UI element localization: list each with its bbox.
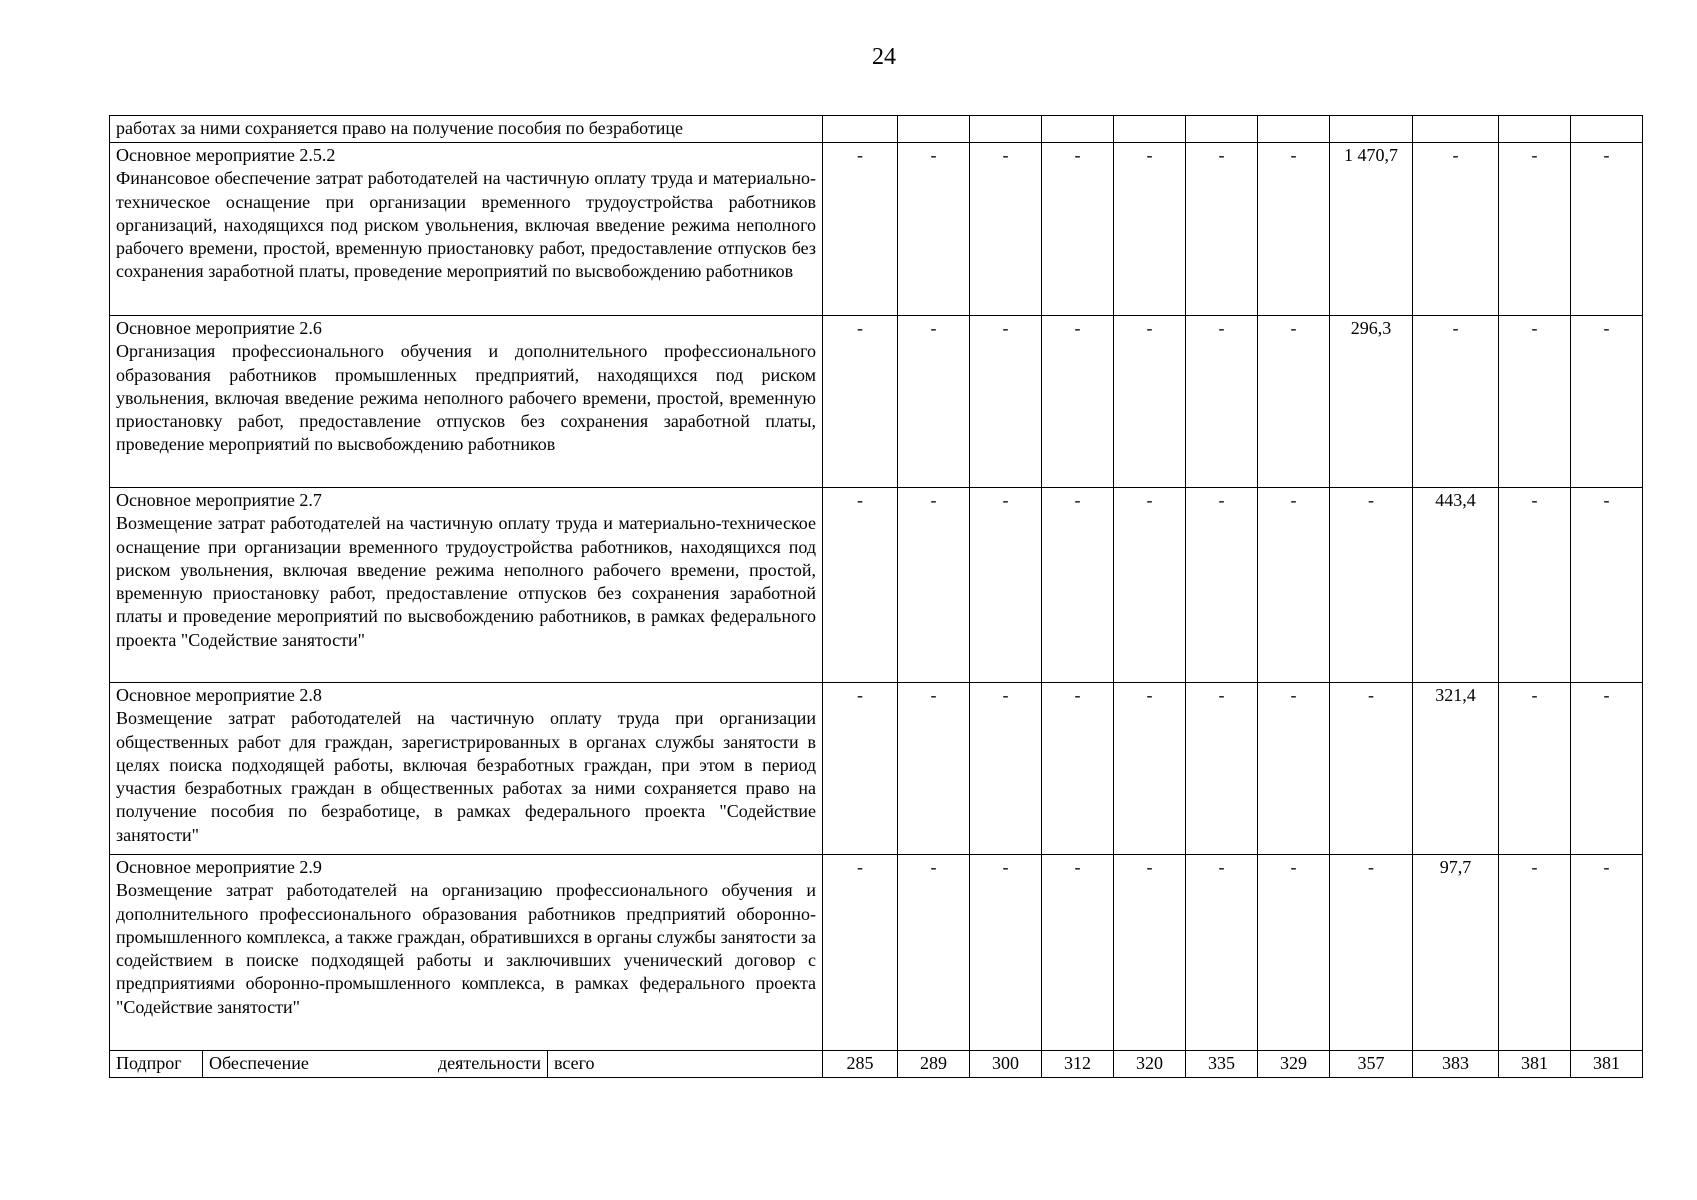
activity-title: Основное мероприятие 2.7 — [116, 490, 322, 510]
value-cell: - — [1114, 683, 1186, 855]
value-cell: - — [1499, 316, 1571, 488]
activity-description-cell — [110, 143, 823, 316]
value-cell — [1114, 116, 1186, 143]
table-row — [110, 855, 1643, 1051]
value-cell: - — [1186, 143, 1258, 316]
value-cell: - — [1571, 683, 1643, 855]
value-cell — [1330, 116, 1413, 143]
activity-text: работах за ними сохраняется право на получение пособия по безработице — [116, 118, 683, 138]
value-cell: - — [1042, 488, 1114, 683]
total-value-cell: 312 — [1042, 1051, 1114, 1078]
total-value-cell: 335 — [1186, 1051, 1258, 1078]
value-cell: - — [1114, 316, 1186, 488]
value-cell: - — [1330, 855, 1413, 1051]
value-cell: 443,4 — [1413, 488, 1499, 683]
value-cell — [898, 116, 970, 143]
value-cell: - — [970, 143, 1042, 316]
value-cell: - — [823, 683, 898, 855]
value-cell — [970, 116, 1042, 143]
value-cell: - — [1114, 143, 1186, 316]
total-value-cell: 357 — [1330, 1051, 1413, 1078]
value-cell: 321,4 — [1413, 683, 1499, 855]
activity-text: Финансовое обеспечение затрат работодателей на частичную оплату труда и материально-техническое оснащение при организации временного трудоустройства работников организаций, находящихся под риском увольнения, включая введение режима неполного рабочего времени, простой, временную приостановку работ, предоставление отпусков без сохранения заработной платы, проведение мероприятий по высвобождению работников — [116, 168, 817, 282]
total-value-cell: 383 — [1413, 1051, 1499, 1078]
value-cell: - — [898, 488, 970, 683]
value-cell: - — [1042, 143, 1114, 316]
value-cell — [1186, 116, 1258, 143]
value-cell: - — [1571, 855, 1643, 1051]
budget-table — [109, 115, 1643, 1078]
subprogram-name-part: деятельности — [437, 1053, 541, 1073]
value-cell — [823, 116, 898, 143]
value-cell: - — [1186, 488, 1258, 683]
value-cell — [1499, 116, 1571, 143]
value-cell: - — [970, 855, 1042, 1051]
activity-description-cell — [110, 316, 823, 488]
activity-text: Возмещение затрат работодателей на организацию профессионального обучения и дополнительного профессионального образования работников предприятий оборонно-промышленного комплекса, а также граждан, обратившихся в органы службы занятости за содействием в поиске подходящей работы и заключивших ученический договор с предприятиями оборонно-промышленного комплекса, в рамках федерального проекта "Содействие занятости" — [116, 880, 817, 1017]
value-cell: - — [1571, 316, 1643, 488]
activity-title: Основное мероприятие 2.8 — [116, 685, 322, 705]
value-cell: - — [1186, 855, 1258, 1051]
value-cell: - — [823, 855, 898, 1051]
value-cell: - — [1258, 143, 1330, 316]
value-cell: - — [1499, 683, 1571, 855]
activity-text: Возмещение затрат работодателей на частичную оплату труда при организации общественных работ для граждан, зарегистрированных в органах службы занятости в целях поиска подходящей работы, включая безработных граждан, при этом в период участия безработных граждан в общественных работах за ними сохраняется право на получение пособия по безработице, в рамках федерального проекта "Содействие занятости" — [116, 708, 817, 845]
value-cell: - — [898, 316, 970, 488]
table-row — [110, 316, 1643, 488]
activity-title: Основное мероприятие 2.6 — [116, 318, 322, 338]
total-value-cell: 381 — [1499, 1051, 1571, 1078]
value-cell: - — [1330, 488, 1413, 683]
total-value-cell: 300 — [970, 1051, 1042, 1078]
table-row — [110, 143, 1643, 316]
subprogram-name-cell — [203, 1051, 548, 1078]
table-row — [110, 488, 1643, 683]
value-cell: - — [1186, 316, 1258, 488]
subprogram-name-part: Обеспечение — [209, 1053, 309, 1073]
value-cell: - — [1499, 488, 1571, 683]
value-cell: - — [1258, 488, 1330, 683]
value-cell: - — [1413, 316, 1499, 488]
value-cell: - — [1571, 488, 1643, 683]
subprogram-label: Подпрог — [110, 1051, 203, 1078]
value-cell: - — [1186, 683, 1258, 855]
value-cell: - — [823, 488, 898, 683]
activity-text: Возмещение затрат работодателей на частичную оплату труда и материально-техническое оснащение при организации временного трудоустройства работников, находящихся под риском увольнения, включая введение режима неполного рабочего времени, простой, временную приостановку работ, предоставление отпусков без сохранения заработной платы и проведение мероприятий по высвобождению работников, в рамках федерального проекта "Содействие занятости" — [116, 513, 817, 650]
value-cell: - — [898, 143, 970, 316]
value-cell: - — [823, 316, 898, 488]
value-cell: - — [1042, 683, 1114, 855]
total-value-cell: 289 — [898, 1051, 970, 1078]
value-cell: - — [1413, 143, 1499, 316]
activity-title: Основное мероприятие 2.5.2 — [116, 145, 336, 165]
value-cell: - — [1258, 683, 1330, 855]
value-cell: - — [1114, 855, 1186, 1051]
value-cell: - — [1330, 683, 1413, 855]
value-cell: - — [1042, 316, 1114, 488]
activity-description-cell — [110, 855, 823, 1051]
activity-description-cell — [110, 488, 823, 683]
activity-text: Организация профессионального обучения и дополнительного профессионального образования работников промышленных предприятий, находящихся под риском увольнения, включая введение режима неполного рабочего времени, простой, временную приостановку работ, предоставление отпусков без сохранения заработной платы, проведение мероприятий по высвобождению работников — [116, 341, 817, 455]
activity-description-cell — [110, 116, 823, 143]
subprogram-row — [110, 1051, 1643, 1078]
total-value-cell: 329 — [1258, 1051, 1330, 1078]
value-cell: - — [1499, 143, 1571, 316]
value-cell: - — [1258, 316, 1330, 488]
total-value-cell: 285 — [823, 1051, 898, 1078]
value-cell — [1413, 116, 1499, 143]
table-row — [110, 116, 1643, 143]
value-cell — [1042, 116, 1114, 143]
activity-title: Основное мероприятие 2.9 — [116, 857, 322, 877]
value-cell: - — [1114, 488, 1186, 683]
value-cell: 1 470,7 — [1330, 143, 1413, 316]
value-cell — [1258, 116, 1330, 143]
value-cell: - — [898, 855, 970, 1051]
value-cell: - — [970, 683, 1042, 855]
value-cell: 296,3 — [1330, 316, 1413, 488]
value-cell: - — [898, 683, 970, 855]
value-cell: - — [1258, 855, 1330, 1051]
value-cell: - — [970, 488, 1042, 683]
page-number: 24 — [872, 44, 896, 70]
value-cell: - — [970, 316, 1042, 488]
value-cell: - — [823, 143, 898, 316]
value-cell — [1571, 116, 1643, 143]
table-row — [110, 683, 1643, 855]
total-value-cell: 381 — [1571, 1051, 1643, 1078]
value-cell: - — [1042, 855, 1114, 1051]
value-cell: - — [1571, 143, 1643, 316]
funding-source-cell: всего — [548, 1051, 823, 1078]
value-cell: 97,7 — [1413, 855, 1499, 1051]
value-cell: - — [1499, 855, 1571, 1051]
total-value-cell: 320 — [1114, 1051, 1186, 1078]
activity-description-cell — [110, 683, 823, 855]
